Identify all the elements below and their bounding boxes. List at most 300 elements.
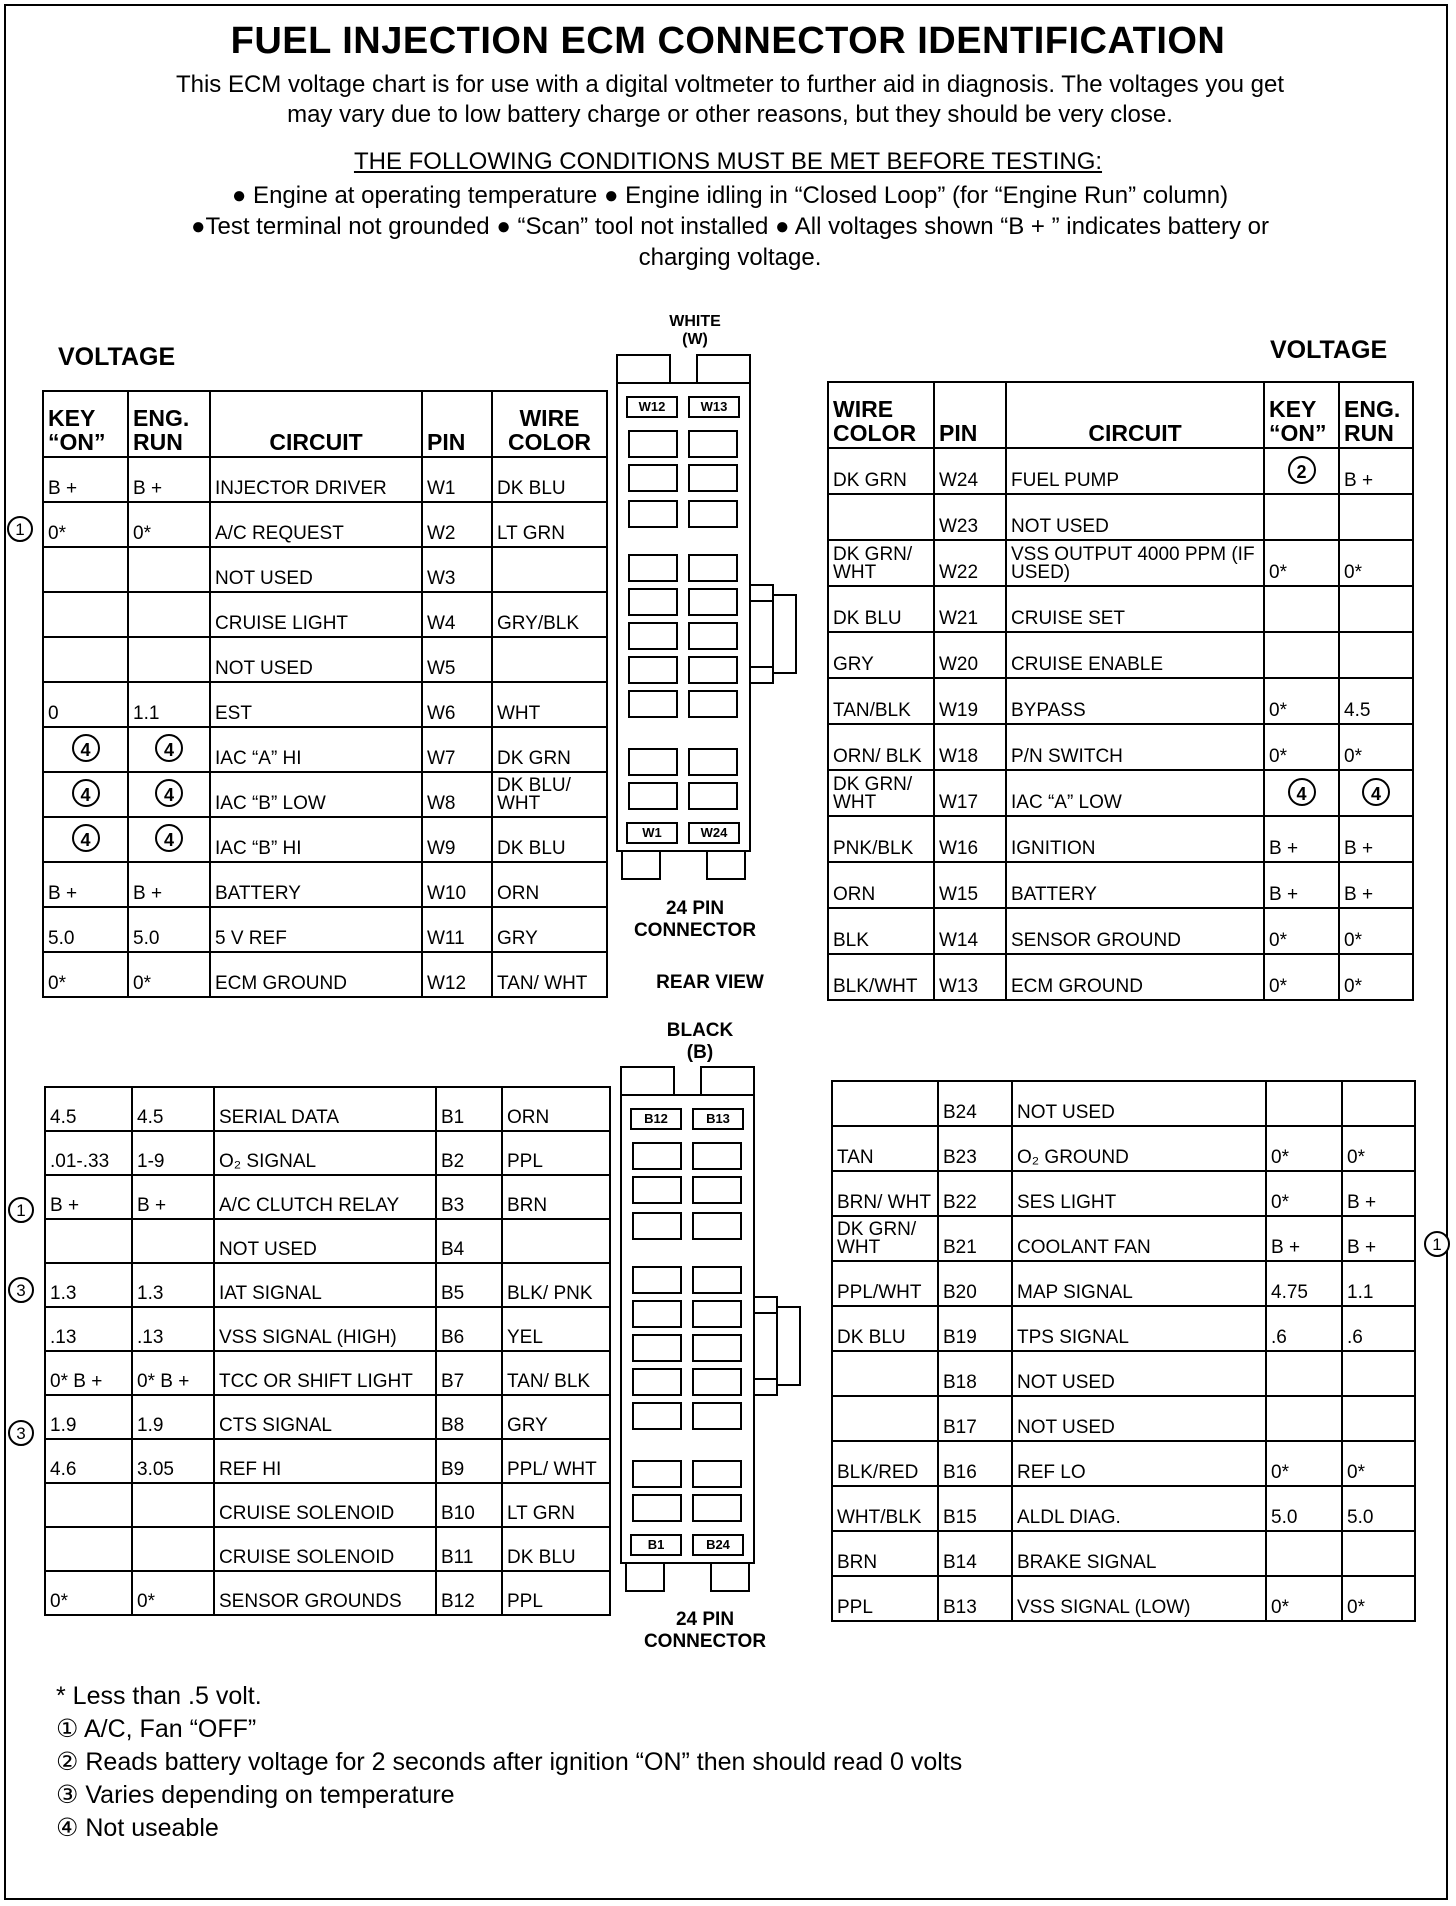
cell-circuit: BATTERY bbox=[1006, 862, 1264, 908]
cell-circuit: NOT USED bbox=[210, 637, 422, 682]
header-key-on: KEY “ON” bbox=[1264, 382, 1339, 448]
table-row bbox=[828, 954, 1413, 1000]
cell-wire: ORN bbox=[492, 862, 607, 907]
cell-key: B + bbox=[1264, 816, 1339, 862]
pin-label: W12 bbox=[626, 396, 678, 418]
cell-run: 1.1 bbox=[128, 682, 210, 727]
white-left-table bbox=[42, 390, 608, 998]
cell-run: 0* bbox=[1339, 540, 1413, 586]
side-marker-note-3: 3 bbox=[8, 1277, 34, 1303]
footnote: * Less than .5 volt. bbox=[56, 1682, 262, 1710]
white-connector-label-2: CONNECTOR bbox=[633, 920, 757, 941]
footnote: ③ Varies depending on temperature bbox=[56, 1781, 455, 1809]
cell-run: 1.1 bbox=[1342, 1261, 1415, 1306]
cell-circuit: FUEL PUMP bbox=[1006, 448, 1264, 494]
cell-run: B + bbox=[1339, 448, 1413, 494]
pin-cavity bbox=[632, 1368, 682, 1396]
cell-circuit: MAP SIGNAL bbox=[1012, 1261, 1266, 1306]
header-pin: PIN bbox=[422, 391, 492, 457]
white-connector-title bbox=[640, 313, 750, 349]
table-row bbox=[828, 448, 1413, 494]
pin-cavity bbox=[692, 1368, 742, 1396]
pin-cavity bbox=[632, 1402, 682, 1430]
table-row bbox=[828, 540, 1413, 586]
pin-cavity bbox=[632, 1494, 682, 1522]
cell-circuit: IAC “B” LOW bbox=[210, 772, 422, 817]
cell-key: 1.3 bbox=[45, 1263, 132, 1307]
pin-cavity bbox=[688, 782, 738, 810]
cell-pin: B5 bbox=[436, 1263, 502, 1307]
intro-line-1: This ECM voltage chart is for use with a digital voltmeter to further aid in diagnosis. The voltages you get bbox=[175, 71, 1285, 98]
cell-circuit: SENSOR GROUNDS bbox=[214, 1571, 436, 1615]
table-row bbox=[45, 1219, 610, 1263]
cell-pin: W14 bbox=[934, 908, 1006, 954]
pin-cavity bbox=[628, 430, 678, 458]
connector-tab bbox=[625, 1562, 665, 1592]
cell-wire: WHT bbox=[492, 682, 607, 727]
table-row bbox=[43, 457, 607, 502]
cell-pin: W4 bbox=[422, 592, 492, 637]
cell-pin: B24 bbox=[938, 1081, 1012, 1126]
circled-note-marker: 4 bbox=[1362, 778, 1390, 806]
cell-circuit: NOT USED bbox=[1012, 1081, 1266, 1126]
cell-run: 5.0 bbox=[1342, 1486, 1415, 1531]
circled-note-marker: 4 bbox=[72, 779, 100, 807]
pin-cavity bbox=[688, 430, 738, 458]
cell-wire: DK BLU bbox=[832, 1306, 938, 1351]
cell-wire: DK GRN bbox=[828, 448, 934, 494]
cell-wire: ORN bbox=[828, 862, 934, 908]
cell-key: 4.5 bbox=[45, 1087, 132, 1131]
cell-wire: DK BLU bbox=[828, 586, 934, 632]
cell-circuit: IAC “A” HI bbox=[210, 727, 422, 772]
table-row bbox=[832, 1531, 1415, 1576]
cell-pin: B13 bbox=[938, 1576, 1012, 1621]
connector-tab bbox=[616, 354, 671, 384]
table-row bbox=[45, 1527, 610, 1571]
cell-circuit: SERIAL DATA bbox=[214, 1087, 436, 1131]
white-connector-code: (W) bbox=[682, 331, 708, 348]
table-row bbox=[832, 1171, 1415, 1216]
connector-tab bbox=[696, 354, 751, 384]
table-row bbox=[832, 1486, 1415, 1531]
table-row bbox=[832, 1306, 1415, 1351]
cell-circuit: P/N SWITCH bbox=[1006, 724, 1264, 770]
cell-pin: W22 bbox=[934, 540, 1006, 586]
cell-wire: GRY bbox=[828, 632, 934, 678]
cell-run: 1.9 bbox=[132, 1395, 214, 1439]
cell-key: 0* bbox=[43, 952, 128, 997]
cell-key bbox=[43, 637, 128, 682]
cell-run: 5.0 bbox=[128, 907, 210, 952]
cell-run bbox=[1339, 586, 1413, 632]
cell-wire: DK GRN/ WHT bbox=[832, 1216, 938, 1261]
cell-key: 0* bbox=[1264, 678, 1339, 724]
cell-run bbox=[128, 727, 210, 772]
cell-pin: B9 bbox=[436, 1439, 502, 1483]
cell-pin: W17 bbox=[934, 770, 1006, 816]
voltage-label-right: VOLTAGE bbox=[1270, 336, 1388, 364]
cell-wire: PPL bbox=[832, 1576, 938, 1621]
cell-run: B + bbox=[1339, 816, 1413, 862]
black-left-table bbox=[44, 1086, 611, 1616]
cell-circuit: 5 V REF bbox=[210, 907, 422, 952]
cell-pin: W15 bbox=[934, 862, 1006, 908]
table-row bbox=[43, 682, 607, 727]
cell-run: 0* bbox=[128, 952, 210, 997]
pin-cavity bbox=[692, 1212, 742, 1240]
cell-run: 0* B + bbox=[132, 1351, 214, 1395]
cell-key bbox=[45, 1219, 132, 1263]
cell-run: B + bbox=[128, 457, 210, 502]
cell-circuit: ALDL DIAG. bbox=[1012, 1486, 1266, 1531]
conditions-line-1: ● Engine at operating temperature ● Engine idling in “Closed Loop” (for “Engine Run” column) bbox=[231, 182, 1229, 209]
cell-circuit: BATTERY bbox=[210, 862, 422, 907]
pin-cavity bbox=[688, 500, 738, 528]
cell-circuit: CRUISE SOLENOID bbox=[214, 1483, 436, 1527]
cell-circuit: ECM GROUND bbox=[1006, 954, 1264, 1000]
pin-cavity bbox=[692, 1460, 742, 1488]
cell-key: 0* bbox=[43, 502, 128, 547]
cell-run bbox=[132, 1483, 214, 1527]
pin-cavity bbox=[628, 464, 678, 492]
cell-wire bbox=[502, 1219, 610, 1263]
cell-circuit: IAT SIGNAL bbox=[214, 1263, 436, 1307]
cell-pin: W13 bbox=[934, 954, 1006, 1000]
black-connector-name: BLACK bbox=[666, 1020, 734, 1041]
table-row bbox=[43, 502, 607, 547]
white-connector-label-1: 24 PIN bbox=[665, 898, 725, 919]
cell-key bbox=[1266, 1531, 1342, 1576]
cell-run bbox=[128, 592, 210, 637]
cell-pin: W12 bbox=[422, 952, 492, 997]
table-row bbox=[828, 678, 1413, 724]
cell-run bbox=[1342, 1081, 1415, 1126]
connector-latch bbox=[772, 594, 797, 674]
cell-pin: W11 bbox=[422, 907, 492, 952]
cell-wire: BRN bbox=[502, 1175, 610, 1219]
cell-key: 0* bbox=[1264, 908, 1339, 954]
table-row bbox=[828, 586, 1413, 632]
conditions-line-2: ●Test terminal not grounded ● “Scan” tool not installed ● All voltages shown “B + ” indicates battery or bbox=[190, 213, 1270, 240]
cell-key: .13 bbox=[45, 1307, 132, 1351]
header-key-on: KEY “ON” bbox=[43, 391, 128, 457]
cell-pin: B6 bbox=[436, 1307, 502, 1351]
header-pin: PIN bbox=[934, 382, 1006, 448]
cell-circuit: REF HI bbox=[214, 1439, 436, 1483]
pin-cavity bbox=[688, 748, 738, 776]
cell-circuit: REF LO bbox=[1012, 1441, 1266, 1486]
cell-wire: GRY/BLK bbox=[492, 592, 607, 637]
cell-wire: GRY bbox=[492, 907, 607, 952]
table-row bbox=[45, 1131, 610, 1175]
cell-circuit: IAC “B” HI bbox=[210, 817, 422, 862]
table-row bbox=[43, 547, 607, 592]
cell-circuit: BYPASS bbox=[1006, 678, 1264, 724]
header-eng-run: ENG. RUN bbox=[128, 391, 210, 457]
cell-key: 0* bbox=[1266, 1441, 1342, 1486]
cell-key bbox=[43, 547, 128, 592]
table-header bbox=[828, 382, 1413, 448]
cell-key bbox=[1264, 494, 1339, 540]
connector-latch bbox=[749, 584, 774, 602]
cell-pin: W1 bbox=[422, 457, 492, 502]
pin-cavity bbox=[632, 1334, 682, 1362]
footnote: ① A/C, Fan “OFF” bbox=[56, 1715, 257, 1743]
cell-pin: B22 bbox=[938, 1171, 1012, 1216]
footnote: ④ Not useable bbox=[56, 1814, 219, 1842]
table-row bbox=[43, 907, 607, 952]
black-right-table bbox=[831, 1080, 1416, 1622]
header-circuit: CIRCUIT bbox=[210, 391, 422, 457]
white-connector-diagram bbox=[616, 354, 816, 894]
cell-run bbox=[128, 637, 210, 682]
cell-run: 3.05 bbox=[132, 1439, 214, 1483]
pin-label: W1 bbox=[626, 822, 678, 844]
cell-circuit: CRUISE ENABLE bbox=[1006, 632, 1264, 678]
table-row bbox=[828, 816, 1413, 862]
table-row bbox=[43, 817, 607, 862]
cell-circuit: IAC “A” LOW bbox=[1006, 770, 1264, 816]
cell-key: 0 bbox=[43, 682, 128, 727]
connector-latch bbox=[753, 1296, 778, 1314]
connector-tab bbox=[710, 1562, 750, 1592]
cell-key: B + bbox=[43, 862, 128, 907]
table-row bbox=[45, 1263, 610, 1307]
cell-key: B + bbox=[1266, 1216, 1342, 1261]
cell-run: 0* bbox=[132, 1571, 214, 1615]
cell-pin: W5 bbox=[422, 637, 492, 682]
cell-pin: W21 bbox=[934, 586, 1006, 632]
table-row bbox=[43, 862, 607, 907]
connector-tab bbox=[700, 1066, 755, 1096]
cell-circuit: NOT USED bbox=[1012, 1351, 1266, 1396]
cell-pin: B19 bbox=[938, 1306, 1012, 1351]
cell-pin: B17 bbox=[938, 1396, 1012, 1441]
cell-key: 5.0 bbox=[43, 907, 128, 952]
cell-wire bbox=[492, 547, 607, 592]
table-row bbox=[828, 494, 1413, 540]
cell-pin: W3 bbox=[422, 547, 492, 592]
cell-wire: ORN/ BLK bbox=[828, 724, 934, 770]
cell-key: 4.6 bbox=[45, 1439, 132, 1483]
header-circuit: CIRCUIT bbox=[1006, 382, 1264, 448]
cell-wire: TAN/BLK bbox=[828, 678, 934, 724]
cell-wire: PNK/BLK bbox=[828, 816, 934, 862]
pin-cavity bbox=[692, 1402, 742, 1430]
pin-label: B12 bbox=[630, 1108, 682, 1130]
intro-text bbox=[22, 70, 1438, 130]
cell-wire: DK BLU/ WHT bbox=[492, 772, 607, 817]
pin-cavity bbox=[632, 1300, 682, 1328]
black-connector-label bbox=[625, 1609, 785, 1653]
cell-circuit: O₂ GROUND bbox=[1012, 1126, 1266, 1171]
pin-cavity bbox=[692, 1176, 742, 1204]
cell-pin: W19 bbox=[934, 678, 1006, 724]
cell-pin: W6 bbox=[422, 682, 492, 727]
cell-key bbox=[1264, 770, 1339, 816]
cell-circuit: NOT USED bbox=[1012, 1396, 1266, 1441]
circled-note-marker: 4 bbox=[155, 779, 183, 807]
cell-run: 4.5 bbox=[1339, 678, 1413, 724]
pin-cavity bbox=[632, 1212, 682, 1240]
pin-cavity bbox=[628, 690, 678, 718]
rear-view-label: REAR VIEW bbox=[656, 972, 764, 993]
cell-circuit: CTS SIGNAL bbox=[214, 1395, 436, 1439]
cell-run: .6 bbox=[1342, 1306, 1415, 1351]
cell-wire: BLK/WHT bbox=[828, 954, 934, 1000]
pin-cavity bbox=[688, 690, 738, 718]
cell-wire: BLK bbox=[828, 908, 934, 954]
cell-circuit: SES LIGHT bbox=[1012, 1171, 1266, 1216]
pin-cavity bbox=[692, 1334, 742, 1362]
pin-label: B13 bbox=[692, 1108, 744, 1130]
cell-circuit: VSS SIGNAL (HIGH) bbox=[214, 1307, 436, 1351]
cell-run: 0* bbox=[128, 502, 210, 547]
pin-cavity bbox=[692, 1266, 742, 1294]
cell-circuit: NOT USED bbox=[210, 547, 422, 592]
table-row bbox=[45, 1483, 610, 1527]
cell-pin: W20 bbox=[934, 632, 1006, 678]
cell-run: 0* bbox=[1339, 724, 1413, 770]
cell-run bbox=[1342, 1531, 1415, 1576]
cell-pin: W10 bbox=[422, 862, 492, 907]
cell-wire: PPL/ WHT bbox=[502, 1439, 610, 1483]
cell-run: B + bbox=[1342, 1171, 1415, 1216]
cell-pin: B3 bbox=[436, 1175, 502, 1219]
cell-key bbox=[43, 817, 128, 862]
table-row bbox=[832, 1216, 1415, 1261]
cell-run: 0* bbox=[1339, 908, 1413, 954]
table-row bbox=[828, 862, 1413, 908]
white-connector-label bbox=[615, 898, 775, 942]
cell-pin: B21 bbox=[938, 1216, 1012, 1261]
cell-key bbox=[45, 1527, 132, 1571]
cell-run: 0* bbox=[1342, 1126, 1415, 1171]
cell-run bbox=[1342, 1351, 1415, 1396]
cell-pin: B15 bbox=[938, 1486, 1012, 1531]
cell-key: 0* bbox=[1266, 1576, 1342, 1621]
intro-line-2: may vary due to low battery charge or other reasons, but they should be very close. bbox=[287, 101, 1173, 128]
connector-tab bbox=[620, 1066, 675, 1096]
cell-pin: W18 bbox=[934, 724, 1006, 770]
side-marker-note-3: 3 bbox=[8, 1420, 34, 1446]
pin-cavity bbox=[632, 1142, 682, 1170]
cell-pin: B10 bbox=[436, 1483, 502, 1527]
cell-pin: B4 bbox=[436, 1219, 502, 1263]
circled-note-marker: 4 bbox=[72, 734, 100, 762]
cell-key bbox=[1266, 1081, 1342, 1126]
table-row bbox=[828, 724, 1413, 770]
circled-note-marker: 4 bbox=[155, 734, 183, 762]
table-row bbox=[832, 1351, 1415, 1396]
pin-cavity bbox=[688, 554, 738, 582]
side-marker-note-1: 1 bbox=[8, 1197, 34, 1223]
cell-run: 1.3 bbox=[132, 1263, 214, 1307]
table-row bbox=[43, 637, 607, 682]
pin-cavity bbox=[692, 1142, 742, 1170]
pin-cavity bbox=[692, 1494, 742, 1522]
table-row bbox=[828, 632, 1413, 678]
cell-wire bbox=[832, 1351, 938, 1396]
cell-pin: W7 bbox=[422, 727, 492, 772]
table-row bbox=[43, 952, 607, 997]
cell-run bbox=[128, 547, 210, 592]
cell-wire: PPL/WHT bbox=[832, 1261, 938, 1306]
cell-circuit: CRUISE LIGHT bbox=[210, 592, 422, 637]
cell-wire: TAN bbox=[832, 1126, 938, 1171]
cell-run: B + bbox=[132, 1175, 214, 1219]
connector-latch bbox=[749, 666, 774, 684]
cell-run: 0* bbox=[1342, 1576, 1415, 1621]
table-row bbox=[45, 1175, 610, 1219]
cell-wire: TAN/ BLK bbox=[502, 1351, 610, 1395]
cell-key: 4.75 bbox=[1266, 1261, 1342, 1306]
cell-circuit: A/C CLUTCH RELAY bbox=[214, 1175, 436, 1219]
pin-label: B24 bbox=[692, 1534, 744, 1556]
cell-wire: DK BLU bbox=[492, 457, 607, 502]
cell-pin: W23 bbox=[934, 494, 1006, 540]
cell-key bbox=[1264, 632, 1339, 678]
pin-cavity bbox=[688, 464, 738, 492]
cell-key: 5.0 bbox=[1266, 1486, 1342, 1531]
pin-cavity bbox=[692, 1300, 742, 1328]
pin-cavity bbox=[632, 1176, 682, 1204]
pin-cavity bbox=[632, 1460, 682, 1488]
cell-wire: YEL bbox=[502, 1307, 610, 1351]
header-wire-color: WIRE COLOR bbox=[828, 382, 934, 448]
cell-circuit: NOT USED bbox=[214, 1219, 436, 1263]
cell-wire bbox=[832, 1081, 938, 1126]
cell-wire: DK GRN/ WHT bbox=[828, 770, 934, 816]
cell-run: 0* bbox=[1339, 954, 1413, 1000]
table-row bbox=[828, 908, 1413, 954]
footnotes bbox=[56, 1680, 962, 1845]
cell-wire: DK BLU bbox=[502, 1527, 610, 1571]
pin-label: B1 bbox=[630, 1534, 682, 1556]
table-row bbox=[832, 1126, 1415, 1171]
cell-pin: W2 bbox=[422, 502, 492, 547]
cell-wire: PPL bbox=[502, 1131, 610, 1175]
cell-key: 0* bbox=[1266, 1126, 1342, 1171]
table-row bbox=[832, 1441, 1415, 1486]
cell-run: B + bbox=[1342, 1216, 1415, 1261]
cell-circuit: CRUISE SOLENOID bbox=[214, 1527, 436, 1571]
cell-key: 0* bbox=[1264, 954, 1339, 1000]
table-row bbox=[45, 1571, 610, 1615]
cell-wire: DK GRN/ WHT bbox=[828, 540, 934, 586]
cell-run: 4.5 bbox=[132, 1087, 214, 1131]
cell-key bbox=[43, 592, 128, 637]
table-row bbox=[45, 1307, 610, 1351]
connector-tab bbox=[706, 850, 746, 880]
header-wire-color: WIRE COLOR bbox=[492, 391, 607, 457]
table-row bbox=[832, 1261, 1415, 1306]
cell-circuit: INJECTOR DRIVER bbox=[210, 457, 422, 502]
side-marker-note-1: 1 bbox=[7, 516, 33, 542]
pin-label: W13 bbox=[688, 396, 740, 418]
cell-key bbox=[43, 772, 128, 817]
cell-run bbox=[1342, 1396, 1415, 1441]
cell-pin: B7 bbox=[436, 1351, 502, 1395]
pin-cavity bbox=[628, 748, 678, 776]
pin-cavity bbox=[628, 622, 678, 650]
pin-cavity bbox=[688, 622, 738, 650]
cell-key bbox=[1266, 1396, 1342, 1441]
white-right-table bbox=[827, 381, 1414, 1001]
cell-circuit: IGNITION bbox=[1006, 816, 1264, 862]
cell-wire bbox=[832, 1396, 938, 1441]
